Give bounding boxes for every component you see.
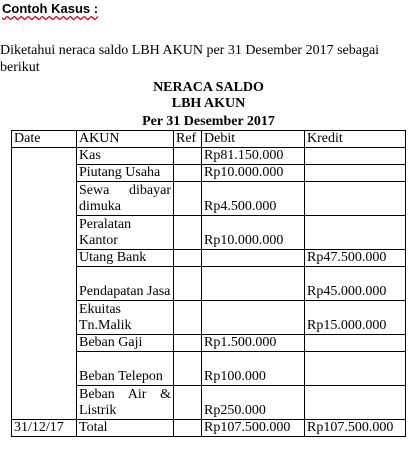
credit-cell <box>305 148 406 165</box>
date-cell <box>12 301 77 335</box>
table-row <box>12 165 406 182</box>
report-title: NERACA SALDO <box>153 80 264 95</box>
header-account: AKUN <box>77 131 174 148</box>
header-date: Date <box>12 131 77 148</box>
case-heading: Contoh Kasus : <box>2 1 99 16</box>
credit-cell <box>305 182 406 216</box>
debit-cell: Rp81.150.000 <box>202 148 305 165</box>
ref-cell <box>174 148 202 165</box>
intro-line-2: berikut <box>0 60 40 75</box>
account-cell: Peralatan Kantor <box>77 216 174 250</box>
debit-cell: Rp1.500.000 <box>202 335 305 352</box>
header-debit: Debit <box>202 131 305 148</box>
credit-cell <box>305 352 406 386</box>
report-period: Per 31 Desember 2017 <box>142 114 275 129</box>
credit-cell: Rp45.000.000 <box>305 267 406 301</box>
account-cell: Beban Telepon <box>77 352 174 386</box>
header-ref: Ref <box>174 131 202 148</box>
date-cell <box>12 148 77 165</box>
credit-cell <box>305 386 406 420</box>
ref-cell <box>174 267 202 301</box>
total-label: Total <box>77 420 174 437</box>
total-ref <box>174 420 202 437</box>
ref-cell <box>174 352 202 386</box>
table-row <box>12 352 406 386</box>
company-name: LBH AKUN <box>171 96 246 111</box>
header-credit: Kredit <box>305 131 406 148</box>
trial-balance-table <box>11 130 406 437</box>
account-cell: Beban Gaji <box>77 335 174 352</box>
ref-cell <box>174 216 202 250</box>
table-row <box>12 216 406 250</box>
ref-cell <box>174 386 202 420</box>
table-row <box>12 182 406 216</box>
credit-cell <box>305 165 406 182</box>
date-cell <box>12 352 77 386</box>
ref-cell <box>174 182 202 216</box>
date-cell <box>12 335 77 352</box>
credit-cell: Rp15.000.000 <box>305 301 406 335</box>
debit-cell <box>202 301 305 335</box>
credit-cell <box>305 335 406 352</box>
date-cell <box>12 250 77 267</box>
debit-cell <box>202 250 305 267</box>
table-row <box>12 301 406 335</box>
credit-cell <box>305 216 406 250</box>
debit-cell: Rp100.000 <box>202 352 305 386</box>
ref-cell <box>174 165 202 182</box>
date-cell <box>12 386 77 420</box>
debit-cell: Rp10.000.000 <box>202 216 305 250</box>
ref-cell <box>174 250 202 267</box>
table-header-row <box>12 131 406 148</box>
total-debit: Rp107.500.000 <box>202 420 305 437</box>
total-date: 31/12/17 <box>12 420 77 437</box>
ref-cell <box>174 335 202 352</box>
total-row <box>12 420 406 437</box>
table-row <box>12 250 406 267</box>
table-row <box>12 267 406 301</box>
account-cell: Beban Air & Listrik <box>77 386 174 420</box>
table-row <box>12 148 406 165</box>
total-credit: Rp107.500.000 <box>305 420 406 437</box>
intro-paragraph <box>0 42 417 76</box>
ref-cell <box>174 301 202 335</box>
account-cell: Kas <box>77 148 174 165</box>
date-cell <box>12 267 77 301</box>
debit-cell: Rp4.500.000 <box>202 182 305 216</box>
account-cell: Ekuitas Tn.Malik <box>77 301 174 335</box>
account-cell: Piutang Usaha <box>77 165 174 182</box>
date-cell <box>12 216 77 250</box>
account-cell: Pendapatan Jasa <box>77 267 174 301</box>
table-row <box>12 386 406 420</box>
intro-line-1: Diketahui neraca saldo LBH AKUN per 31 Desember 2017 sebagai <box>0 43 380 58</box>
table-row <box>12 335 406 352</box>
debit-cell <box>202 267 305 301</box>
debit-cell: Rp250.000 <box>202 386 305 420</box>
account-cell: Utang Bank <box>77 250 174 267</box>
date-cell <box>12 182 77 216</box>
date-cell <box>12 165 77 182</box>
debit-cell: Rp10.000.000 <box>202 165 305 182</box>
account-cell: Sewa dibayar dimuka <box>77 182 174 216</box>
credit-cell: Rp47.500.000 <box>305 250 406 267</box>
